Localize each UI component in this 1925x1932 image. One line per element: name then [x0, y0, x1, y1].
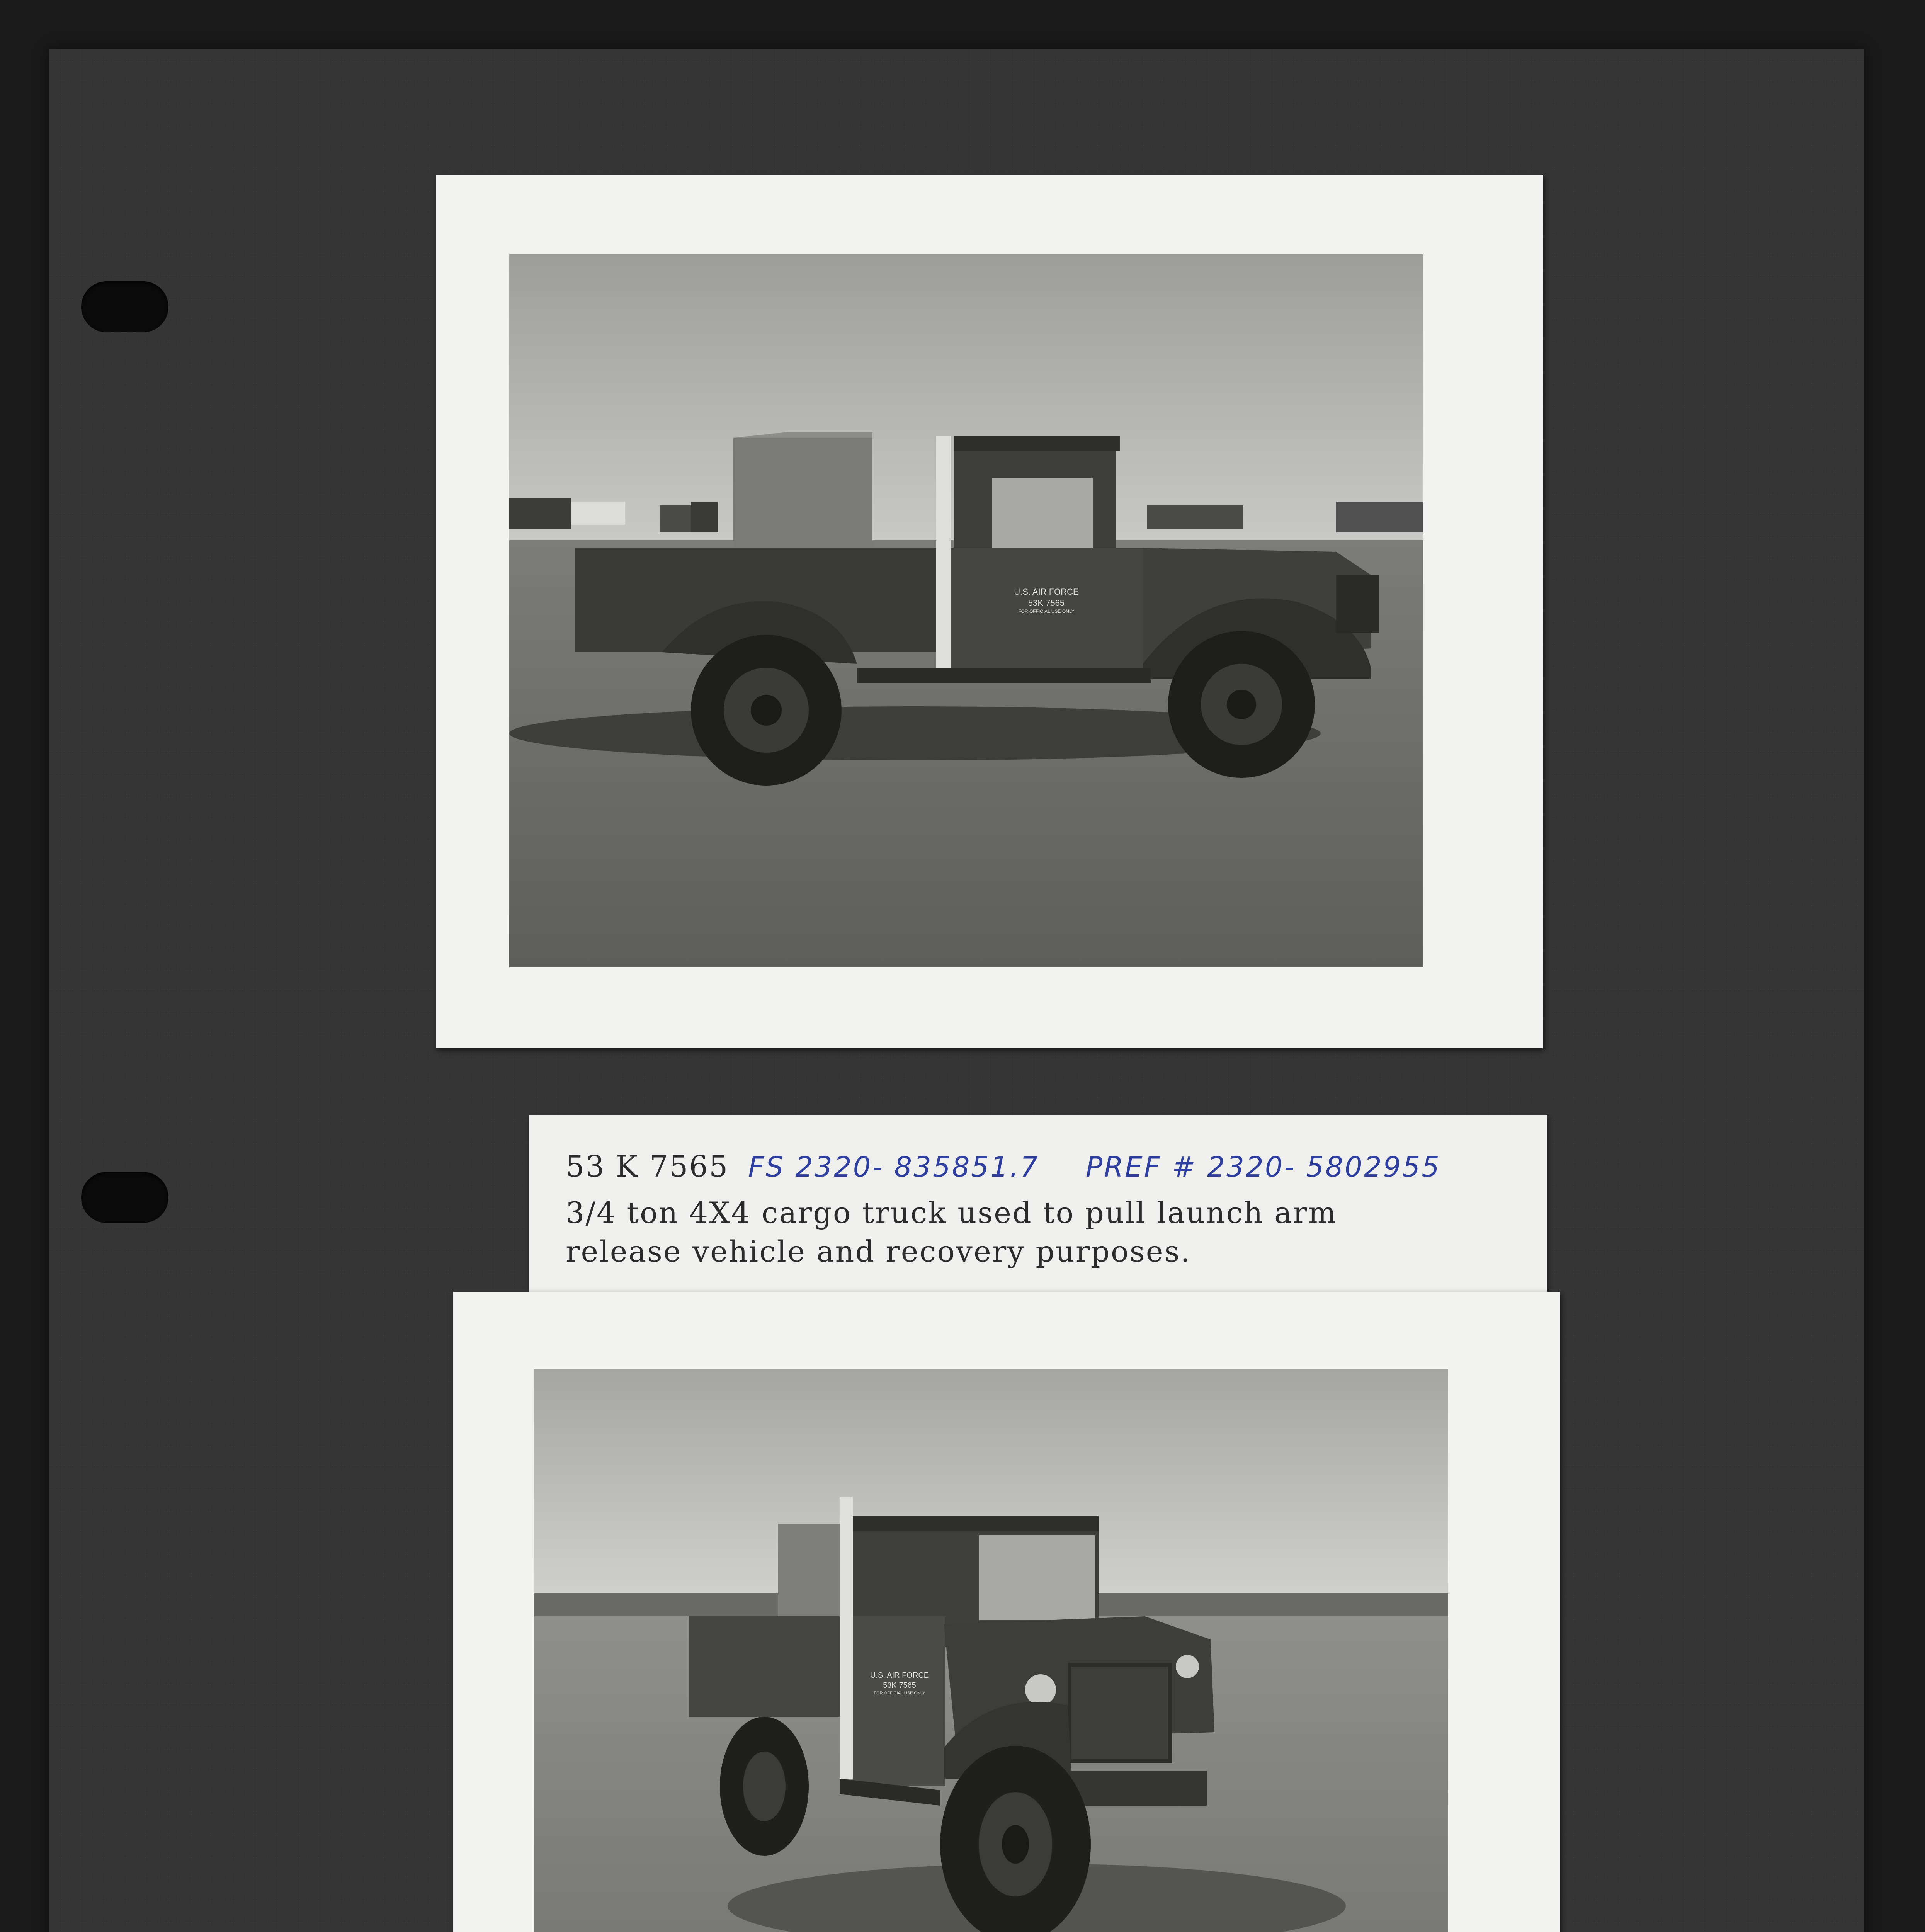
door-marking-line2: 53K 7565 [1028, 598, 1065, 608]
door-marking-front [867, 1670, 932, 1696]
truck-front-view-photo [534, 1369, 1448, 1932]
door-marking-front-line2: 53K 7565 [883, 1681, 916, 1690]
binder-hole-middle [81, 1172, 168, 1223]
caption-id-line [566, 1149, 1441, 1184]
caption-description-line1: 3/4 ton 4X4 cargo truck used to pull launch arm [566, 1196, 1337, 1230]
caption-description-line2: release vehicle and recovery purposes. [566, 1234, 1191, 1269]
binder-hole-top [81, 281, 168, 332]
truck-side-view-image [509, 254, 1423, 967]
photo-print-front-view [453, 1292, 1560, 1932]
door-marking-line1: U.S. AIR FORCE [1014, 587, 1079, 597]
door-marking-line3: FOR OFFICIAL USE ONLY [1018, 609, 1075, 614]
truck-side-view-photo [509, 254, 1423, 967]
door-marking-side [1008, 587, 1085, 615]
door-marking-front-line1: U.S. AIR FORCE [870, 1671, 929, 1680]
photo-print-side-view [436, 175, 1543, 1048]
album-page [49, 49, 1864, 1932]
caption-vehicle-id: 53 K 7565 [566, 1149, 729, 1184]
truck-front-view-image [534, 1369, 1448, 1932]
caption-fs-number: FS 2320- 835851.7 [748, 1151, 1039, 1183]
door-marking-front-line3: FOR OFFICIAL USE ONLY [874, 1691, 925, 1696]
caption-pref-number: PREF # 2320- 5802955 [1085, 1151, 1441, 1183]
caption-card [529, 1115, 1547, 1313]
